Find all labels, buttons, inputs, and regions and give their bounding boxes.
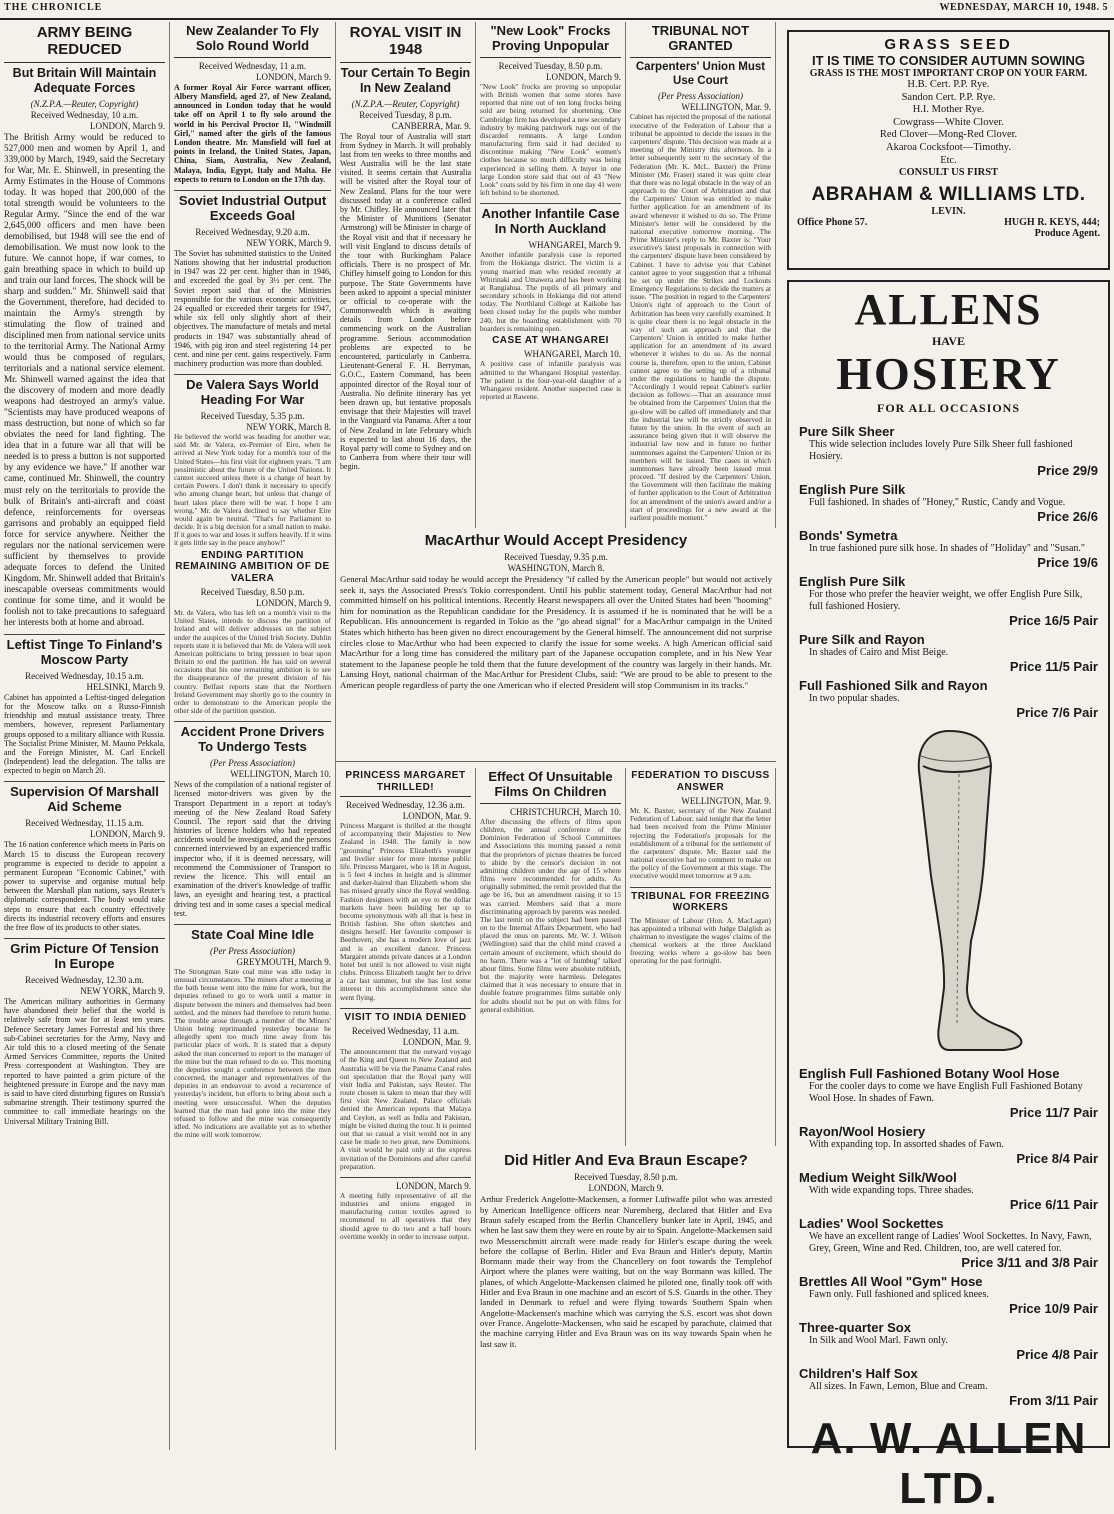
received-line: Received Tuesday, 5.35 p.m.	[200, 411, 305, 422]
page-number: 5	[1102, 2, 1108, 13]
product-description: In shades of Cairo and Mist Beige.	[809, 647, 949, 658]
headline: MacArthur Would Accept Presidency	[424, 532, 688, 549]
ad-have: HAVE	[931, 334, 966, 348]
received-line: Received Wednesday, 11 a.m.	[198, 60, 307, 71]
product-name: Full Fashioned Silk and Rayon	[799, 678, 988, 693]
headline: New Zealander To Fly Solo Round World	[174, 24, 331, 58]
ad-firm-name: A. W. ALLEN LTD.	[810, 1414, 1087, 1513]
product-item	[799, 632, 1098, 674]
headline: Grim Picture Of Tension In Europe	[10, 941, 159, 972]
product-name: Medium Weight Silk/Wool	[799, 1170, 957, 1185]
headline: Did Hitler And Eva Braun Escape?	[504, 1152, 748, 1169]
received-line: Received Wednesday, 10.15 a.m.	[25, 670, 144, 681]
article-body: General MacArthur said today he would accept the Presidency "if called by the American people" but would not actively seek it, says the Associated Press's Tokio correspondent. Until his public statement today, General MacArthur had not committed himself on his political intentions. Recently Hearst newspapers all over the United States had been "booming" him for nomination as the Republican candidate for the Presidency. It is assumed if he is nominated that he will be a Republican. His announcement is regarded in Tokio as the "go ahead signal" for a MacArthur campaign in the United States which hitherto has been given no direct encouragement by the General himself. The announcement did not surprise circles close to MacArthur who had been expected to clarify the issue for some weeks. A high American official said MacArthur for a long time has considered the military part of the Japanese occupation complete, and in his New Year statement to the Japanese people he told them that the future development of the country was largely in their hands. Mr. Lansing Hoyt, national chairman of the MacArthur for President Clubs, said: "We are proud to be able to present to the American people regardless of party the one American who if elected President will stop Communism in its tracks."	[340, 574, 772, 690]
dateline: CHRISTCHURCH, March 10.	[509, 806, 621, 817]
article-body: Mr. K. Baxter, secretary of the New Zealand Federation of Labour, said tonight that the letter had been received from the Prime Minister rejecting the Federation's proposals for the establishment of a tribunal for the settlement of the carpenters' dispute. Mr. Baxter said the national executive had no comment to make on the policy of the Government at this stage. The executive would meet tomorrow at 9 a.m.	[630, 806, 771, 881]
product-price: Price 10/9 Pair	[1009, 1301, 1098, 1316]
headline: Another Infantile Case In North Auckland	[481, 206, 620, 237]
received-line: Received Tuesday, 8 p.m.	[359, 109, 452, 120]
article-body: The British Army would be reduced to 527,000 men and women by April 1, and 339,000 by March, 1949, said the Secretary for War, Mr. E. Shinwell, in presenting the Army Estimates in the House of Commons today. It was hoped that 200,000 of the total strength would be volunteers to the Regular Army. "Since the end of the war 2,645,000 officers and men have been demobilised, but 1948 will see the end of demobilisation. We must now look to the future. We cannot hope, if war comes, to gain breathing space in which to build up and train our land forces. The shock will be sharp and sudden." Mr. Shinwell said that the Government, therefore, had decided to maintain the Army's strength by stimulating the flow of trained and disciplined men from national service units to the territorial Army. The National Army would thus be composed of regulars, territorials and a national service element. Mr. Shinwell warned against the idea that the discovery of modern and more deadly weapons had destroyed an army's value. "Scientists may have produced weapons of mass destruction, but none of which so far obviates the need for land fighting. The idea that in a future war all that will be needed is to press a button is not supported by any evidence we have." If another war came, continued Mr. Shinwell, the country must rely on the territorials to provide the bulk of Britain's anti-aircraft and coast defence, reinforcements for overseas garrisons and probably an equipped field force for service anywhere. Neither the regulars nor the national servicemen were sufficient by themselves to provide adequate forces to defend the United Kingdom. Mr. Shinwell added that Britain's inescapable overseas commitments would continue for some time, and it would be foolish not to take precautions to safeguard her interests both at home and abroad.	[4, 131, 165, 627]
product-name: Pure Silk Sheer	[799, 424, 895, 439]
product-name: Three-quarter Sox	[799, 1320, 911, 1335]
dateline: WASHINGTON, March 8.	[507, 563, 605, 574]
headline: ROYAL VISIT IN 1948	[340, 24, 471, 63]
seed-line: H.B. Cert. P.P. Rye.	[907, 79, 990, 90]
ad-brand: ALLENS	[854, 285, 1043, 334]
article-body: Another infantile paralysis case is reported from the Hokianga district. The victim is a young married man who resided recently at Whirinaki and Umawera and has been working at Rangiahua. The pupils of all primary and secondary schools in Hokianga did not attend today. The Northland College at Kaikohe has been closed today for the pupils who number 240, but the boarding establishment with 70 boarders is remaining open.	[480, 250, 621, 333]
product-list-wool	[799, 1066, 1098, 1408]
ad-contact-row	[797, 217, 1100, 228]
product-item	[799, 1066, 1098, 1120]
dateline: LONDON, March 9.	[396, 1180, 471, 1191]
headline: Leftist Tinge To Finland's Moscow Party	[6, 636, 163, 667]
received-line: Received Tuesday, 9.35 p.m.	[504, 552, 608, 563]
product-price: Price 26/6	[1037, 509, 1098, 524]
dateline: WHANGAREI, March 9.	[528, 240, 621, 251]
paper-name: THE CHRONICLE	[4, 2, 103, 13]
seed-line: Etc.	[940, 154, 957, 166]
seed-line: H.I. Mother Rye.	[912, 104, 985, 116]
article-army	[4, 24, 165, 628]
article-marshall	[4, 785, 165, 932]
seed-line: Red Clover—Mong-Red Clover.	[879, 129, 1018, 141]
article-princess-margaret	[340, 770, 471, 1002]
column-3-upper	[336, 22, 476, 528]
dateline: NEW YORK, March 9.	[246, 237, 331, 248]
product-description: With expanding top. In assorted shades of Fawn.	[809, 1139, 1004, 1150]
office-phone: Office Phone 57.	[797, 216, 868, 228]
column-4-upper	[476, 22, 626, 528]
product-list	[799, 424, 1098, 720]
product-name: English Pure Silk	[799, 574, 906, 589]
article-body: After discussing the effects of films upon children, the annual conference of the Dominion Federation of School Committees and Associations this morning passed a remit that the proprietors of picture theatres be forced to abide by the censor's decision in not admitting children under the age of 15 where films were recommended for adults. As originally submitted, the remit provided that the age be 16, but an amendment raising it to 15 was carried. Members said that a more discriminating approach by parents was needed. The last remit on the subject had been passed on to the Internal Affairs Department, who had placed the onus on parents. Mr. W. J. Wilson (Wellington) said that the child mind craved a certain amount of excitement, which should do no harm. There was a "lot of humbug" talked about films. Some films were absolute rubbish, but the majority were harmless. Delegates claimed that it was necessary to ensure that in double feature programmes films suitable only for adults should not be put on with films for general exhibition.	[480, 816, 621, 1014]
product-name: English Pure Silk	[799, 482, 906, 497]
headline: TRIBUNAL NOT GRANTED	[630, 24, 771, 58]
ad-grass-seed	[787, 30, 1110, 270]
dateline: LONDON, March 9.	[256, 71, 331, 82]
product-name: Rayon/Wool Hosiery	[799, 1124, 926, 1139]
article-textiles	[340, 1181, 471, 1241]
column-1	[0, 22, 170, 1450]
article-nz-flyer	[174, 24, 331, 184]
product-item	[799, 1124, 1098, 1166]
credit: (N.Z.P.A.—Reuter, Copyright)	[30, 98, 139, 109]
dateline: LONDON, March 9.	[256, 598, 331, 609]
column-5-upper	[626, 22, 776, 528]
column-4-lower	[476, 768, 626, 1146]
article-body: A positive case of infantile paralysis was admitted to the Whangarei Hospital yesterday. The patient is the four-year-old daughter of a Whangarei resident. Another suspected case is reported at Rawene.	[480, 359, 621, 402]
product-description: With wide expanding tops. Three shades.	[809, 1185, 974, 1196]
article-body: He believed the world was heading for another war, said Mr. de Valera, ex-Premier of Eire, when he arrived at New York today for a month's tour of the United States—his first visit for eighteen years. "I am pessimistic about the future of the United Nations. It cannot succeed unless there is a change of heart by certain Powers. I don't think it necessary to specify who among change heart, but unless that change of heart takes place there will be war. I hope I am wrong." Mr. de Valera declined to say whether Eire would again be neutral. "That's for Parliament to decide. It is a big decision for a small nation to make. If it goes to war and loses it suffers heavily. If it wins it gets little say in the peace anyhow!"	[174, 432, 331, 548]
product-name: Children's Half Sox	[799, 1366, 918, 1381]
product-item	[799, 528, 1098, 570]
ad-firm-name: ABRAHAM & WILLIAMS LTD.	[811, 183, 1086, 205]
received-line: Received Tuesday, 8.50 p.m.	[574, 1172, 678, 1183]
article-macarthur	[336, 530, 776, 762]
headline: VISIT TO INDIA DENIED	[344, 1011, 467, 1023]
product-description: For those who prefer the heavier weight, we offer English Pure Silk, full fashioned Hosiery.	[809, 589, 1083, 612]
headline: ARMY BEING REDUCED	[4, 24, 165, 63]
received-line: Received Wednesday, 9.20 a.m.	[195, 226, 310, 237]
article-body: Arthur Frederick Angelotte-Mackensen, a former Luftwaffe pilot who was arrested by American Intelligence officers near Nuremberg, declared that Hitler and Eva Braun safely escaped from the Berlin Chancellery bunker late in April, 1945, and when he last saw them they were en route by air to Spain. Angelotte-Mackensen said two Messerschmitt aircraft were made ready for Hitler's escape during the week before the collapse of Berlin. Hitler and Eva Braun and Hitler's deputy, Martin Bormann made their way from the Chancellery on foot towards the Templehof Airport where the planes were waiting, but on the way Bormann was killed. The planes, of which Angelotte-Mackensen claimed he piloted one, finally took off with Hitler and Eva Braun in one machine and an escort of S.S. Guards in the other. They landed in Denmark to refuel and were flying towards Southern Spain when Angelotte-Mackensen's machine which was carrying the S.S. escort was shot down over France. Angelotte-Mackensen, who said he escaped by parachute, claimed that the machine carrying Hitler and Eva Braun was on its way towards Spain when he last saw it.	[480, 1194, 772, 1349]
product-description: In true fashioned pure silk hose. In shades of "Holiday" and "Susan."	[809, 543, 1085, 554]
article-body: The Soviet has submitted statistics to the United Nations showing that her industrial production in 1947 was 22 per cent. higher than in 1946, and exceeded the goal by 3½ per cent. The Soviet report said that of the Ministries responsible for the various economic activities, 24 equalled or exceeded their targets for 1947, while six fell only slightly short of their objectives. The manufacture of metals and metal products in 1947 was substantially ahead of 1946, with pig iron and steel registering 14 per cent. and nine per cent. gains respectively. Farm machinery production was more than doubled.	[174, 248, 331, 369]
product-name: Ladies' Wool Sockettes	[799, 1216, 944, 1231]
product-description: For the cooler days to come we have English Full Fashioned Botany Wool Hose. In shades of Fawn.	[809, 1081, 1083, 1104]
stocking-illustration	[799, 726, 1098, 1056]
article-new-look	[480, 24, 621, 197]
product-description: All sizes. In Fawn, Lemon, Blue and Cream.	[809, 1381, 988, 1392]
subheadline: Tour Certain To Begin In New Zealand	[340, 65, 471, 95]
article-federation	[630, 770, 771, 881]
ad-tagline: GRASS IS THE MOST IMPORTANT CROP ON YOUR FARM.	[809, 68, 1088, 79]
received-line: Received Wednesday, 11.15 a.m.	[25, 818, 144, 829]
article-body: The Minister of Labour (Hon. A. MacLagan) has appointed a tribunal with Judge Dalglish as chairman to investigate the wages' claims of the chemical workers at the three Auckland freezing works where a go-slow has been operating for the past fortnight.	[630, 915, 771, 966]
article-finland	[4, 638, 165, 776]
headline: FEDERATION TO DISCUSS ANSWER	[631, 770, 770, 793]
column-5-lower	[626, 768, 776, 1146]
article-coal	[174, 928, 331, 1140]
product-price: From 3/11 Pair	[1009, 1393, 1098, 1408]
article-body: The Strongman State coal mine was idle today in unusual circumstances. The miners after a meeting at the bath house went into the mine for work, but the deputies refused to go to work until a matter in dispute between the miners and themselves had been settled, and the miners had therefore to return home. The trouble arose through a member of the Miners' Union being reprimanded yesterday because he allegedly spent too much time away from his particular place of work. It is stated that a deputy asked the man concerned to report to the manager of the mine but the man refused to do so. This morning the deputies sought a conference between the men concerned, the manager and representatives of the deputies in an endeavour to avoid a recurrence of yesterday's incident, but efforts to bring about such a meeting were unsuccessful. When the deputies learned that the man had gone into the mine they refused to follow and the mine was consequently idled. No indications are available yet as to whether the mine will work tomorrow.	[174, 966, 331, 1140]
column-2	[170, 22, 336, 1450]
product-item	[799, 678, 1098, 720]
headline: Effect Of Unsuitable Films On Children	[480, 770, 621, 804]
dateline: CANBERRA, Mar. 9.	[391, 120, 471, 131]
subheadline: But Britain Will Maintain Adequate Forces	[12, 65, 157, 95]
article-freezing	[630, 891, 771, 966]
article-infantile	[480, 207, 621, 401]
credit: (Per Press Association)	[658, 91, 743, 102]
received-line: Received Wednesday, 12.30 a.m.	[25, 975, 144, 986]
dateline: NEW YORK, March 8.	[246, 422, 331, 433]
ad-hosiery	[787, 280, 1110, 1513]
headline: State Coal Mine Idle	[191, 926, 314, 942]
article-drivers	[174, 725, 331, 918]
headline: De Valera Says World Heading For War	[186, 377, 319, 408]
product-item	[799, 1274, 1098, 1316]
received-line: Received Wednesday, 11 a.m.	[351, 1026, 460, 1037]
article-royal-visit	[340, 24, 471, 471]
product-name: Bonds' Symetra	[799, 528, 898, 543]
dateline: WHANGAREI, March 10.	[524, 349, 621, 360]
article-body: A meeting fully representative of all the industries and unions engaged in manufacturing cotton textiles agreed to recommend to all operatives that they should agree to do two and a half hours overtime weekly in order to increase output.	[340, 1190, 471, 1241]
seed-line: Akaroa Cocksfoot—Timothy.	[886, 141, 1011, 153]
product-price: Price 8/4 Pair	[1016, 1151, 1098, 1166]
dateline: LONDON, Mar. 9.	[402, 811, 471, 821]
headline: TRIBUNAL FOR FREEZING WORKERS	[631, 890, 770, 914]
seed-line: Sandon Cert. P.P. Rye.	[901, 91, 996, 103]
product-item	[799, 1320, 1098, 1362]
product-price: Price 19/6	[1037, 555, 1098, 570]
product-price: Price 3/11 and 3/8 Pair	[961, 1255, 1098, 1270]
subhead: ENDING PARTITION REMAINING AMBITION OF DE VALERA	[175, 549, 330, 584]
ad-title: GRASS SEED	[884, 36, 1013, 53]
contact-dept: Produce Agent.	[1034, 227, 1100, 239]
product-price: Price 16/5 Pair	[1009, 613, 1098, 628]
dateline: LONDON, March 9.	[546, 71, 621, 82]
headline: Soviet Industrial Output Exceeds Goal	[178, 192, 327, 223]
masthead-date	[939, 2, 1108, 13]
article-hitler	[476, 1150, 776, 1450]
product-price: Price 6/11 Pair	[1009, 1197, 1098, 1212]
subheadline: Carpenters' Union Must Use Court	[635, 60, 766, 87]
ad-town: LEVIN.	[931, 205, 966, 217]
article-body: The Royal tour of Australia will start from Sydney in March. It will probably last from ten weeks to three months and West Australia will be the last state visited. It seems certain that Australia will be visited after the Royal tour of New Zealand. Plans for the tour were discussed today at a conference called by Mr. Chifley. He announced later that the Minister of Munitions (Senator Armstrong) will be Minister in charge of the Royal visit and that if necessary he will visit England to discuss details of the tour with Buckingham Palace officials. There is no prospect of Mr. Chifley himself going to London for this purpose. The State Governments have been asked to appoint a special minister or official to co-operate with the Commonwealth which is awaiting details from London before commencing work on the Australian programme. Serious accommodation problems are expected to be encountered, particularly in Canberra. Lieutenant-General F. H. Berryman, G.O.C., Eastern Command, has been appointed director of the Royal tour of Australia. No definite itinerary has yet been drawn up, but tentative proposals envisage that their Majesties will travel in the Vanguard via Panama. After a tour of New Zealand in late February which is expected to last about 16 days, the Royal party will come to Sydney and on to Canberra from where their tour will begin.	[340, 131, 471, 472]
subhead: CASE AT WHANGAREI	[492, 334, 609, 346]
dateline: LONDON, March 9.	[588, 1183, 664, 1194]
article-body: Princess Margaret is thrilled at the thought of accompanying their Majesties to New Zealand in 1948. The family is now "grooming" Princess Elizabeth's younger and livelier sister for more intense public life. Princess Margaret, who is 18 in August, is 5 feet 4 inches in height and is slimmer and darker-haired than Elizabeth whom she has missed greatly since the Royal wedding. Fashion designers with an eye to the dollar markets have been building her up to become synonymous with all that is best in British fashion. She often sketches and designs herself. Her favourite composer is Beethoven; she has a modern love of jazz and is an excellent dancer. Princess Margaret attends private dances at a London hotel but until is not allowed to visit night clubs. Princess Elizabeth taught her to drive a car last summer, but she has lost some interest in this accomplishment since she went flying.	[340, 821, 471, 1002]
contact-name: HUGH R. KEYS, 444;	[1004, 216, 1100, 228]
ad-title: HOSIERY	[836, 348, 1061, 399]
dateline: GREYMOUTH, March 9.	[236, 956, 331, 967]
article-tribunal	[630, 24, 771, 522]
product-description: In Silk and Wool Marl. Fawn only.	[809, 1335, 948, 1346]
article-body: The American military authorities in Germany have abandoned their belief that the world is relatively safe from war for at least ten years. Defence Secretary James Forrestal and his three sub-Cabinet secretaries for the Army, Navy and Air told this to a closed meeting of the Senate Armed Services Committee, reports the United Press correspondent at Washington. They are reported to have painted a grim picture of the heightened pressure in Europe and the navy man is said to have cited disturbing figures on Russia's submarine strength. Their testimony spurred the committee to call immediate hearings on the Universal Military Training Bill.	[4, 997, 165, 1126]
article-india	[340, 1012, 471, 1171]
product-price: Price 4/8 Pair	[1016, 1347, 1098, 1362]
dateline: LONDON, March 9.	[90, 829, 165, 840]
product-price: Price 29/9	[1037, 463, 1098, 478]
article-body: Mr. de Valera, who has left on a month's visit to the United States, intends to discuss the partition of Ireland and will deliver addresses on the subject under the auspices of the United Irish Society. Dublin reports state it is believed that Mr. de Valera will seek American politicians to bring pressure to bear upon Britain to end the partition. He has said on several occasions that his one remaining ambition is to see the disappearance of the present division of his country. Belfast reports state that the Northern Ireland Government may shortly go to the country in order to demonstrate to the American people the other side of the partition question.	[174, 608, 331, 716]
product-description: This wide selection includes lovely Pure Silk Sheer full fashioned Hosiery.	[809, 439, 1073, 462]
dateline: LONDON, Mar. 9.	[402, 1037, 471, 1048]
received-line: Received Wednesday, 10 a.m.	[30, 109, 139, 120]
article-films	[480, 770, 621, 1014]
dateline: NEW YORK, March 9.	[80, 986, 165, 997]
ad-dept-row	[797, 228, 1100, 239]
product-name: Pure Silk and Rayon	[799, 632, 925, 647]
dateline: WELLINGTON, Mar. 9.	[681, 102, 771, 113]
dateline: WELLINGTON, March 10.	[230, 769, 331, 780]
dateline: WELLINGTON, Mar. 9.	[681, 796, 771, 806]
product-description: Fawn only. Full fashioned and spliced knees.	[809, 1289, 989, 1300]
credit: (Per Press Association)	[210, 945, 295, 956]
product-description: Full fashioned. In shades of "Honey," Rustic, Candy and Vogue.	[809, 497, 1066, 508]
received-line: Received Tuesday, 8.50 p.m.	[200, 587, 305, 598]
headline: "New Look" Frocks Proving Unpopular	[480, 24, 621, 58]
product-price: Price 7/6 Pair	[1016, 705, 1098, 720]
received-line: Received Wednesday, 12.36 a.m.	[346, 800, 465, 810]
dateline: HELSINKI, March 9.	[86, 681, 165, 692]
product-item	[799, 424, 1098, 478]
ad-subtitle: IT IS TIME TO CONSIDER AUTUMN SOWING	[812, 53, 1085, 68]
product-price: Price 11/5 Pair	[1009, 659, 1098, 674]
article-body: The announcement that the outward voyage of the King and Queen to New Zealand and Australia will be via the Panama Canal rules out speculation that the Royal party will visit India and Pakistan, says Reuter. The route chosen is taken to mean that they will first visit New Zealand. Palace officials denied the American reports that Malaya and Ceylon, as well as India and Pakistan, might be visited during the tour. It is pointed out that so casual a visit would not in any case be made to two great, new Dominions. A visit would be paid only at the express invitation of the Dominions and after careful preparation.	[340, 1047, 471, 1171]
column-3-lower	[336, 768, 476, 1450]
ad-tagline: FOR ALL OCCASIONS	[876, 401, 1021, 415]
product-name: Brettles All Wool "Gym" Hose	[799, 1274, 983, 1289]
product-item	[799, 574, 1098, 628]
article-europe	[4, 942, 165, 1126]
article-body: News of the compilation of a national register of licensed motor-drivers was given by the Transport Department in a report at today's meeting of the New Zealand Road Safety Council. The report said that the driving histories of licence holders who had repeated accidents would be investigated, and the persons concerned interviewed by an experienced traffic inspector who, if it is deemed necessary, will recommend the Commissioner of Transport to review the licence. This will entail an examination of the driver's knowledge of traffic laws, an eyesight and hearing test, a practical driving test and in some cases a special medical test.	[174, 780, 331, 918]
headline: PRINCESS MARGARET THRILLED!	[340, 770, 471, 797]
credit: (Per Press Association)	[210, 758, 295, 769]
product-item	[799, 1216, 1098, 1270]
credit: (N.Z.P.A.—Reuter, Copyright)	[351, 98, 460, 109]
product-description: We have an excellent range of Ladies' Wool Sockettes. In Navy, Fawn, Grey, Green, Wine and Red. Children, too, are well catered for.	[809, 1231, 1092, 1254]
product-item	[799, 482, 1098, 524]
seed-line: Cowgrass—White Clover.	[893, 116, 1004, 128]
product-price: Price 11/7 Pair	[1009, 1105, 1098, 1120]
product-item	[799, 1366, 1098, 1408]
article-body: "New Look" frocks are proving so unpopular with British women that some stores have reported that nine out of ten long frocks being sold are being returned for shortening. One Cambridge firm has developed a new secondary industry by making patchwork rugs out of the discarded remnants. A large London manufacturing firm said it had decided to discontinue making "New Look" women's clothes because so much difficulty was being experienced in selling them. A buyer in one large London store said that out of 43 "New Look" coats sold by his firm in one day 41 were left behind to be shortened.	[480, 81, 621, 198]
stocking-leg-icon	[799, 726, 1099, 1056]
issue-date: WEDNESDAY, MARCH 10, 1948.	[939, 2, 1100, 13]
product-description: In two popular shades.	[809, 693, 900, 704]
article-body: The 16 nation conference which meets in Paris on March 15 to discuss the European recovery programme is expected to decide to appoint a permanent European "Economic Cabinet," with power to supervise and organise mutual help between the Marshall plan nations, says Reuter's diplomatic correspondent. The body would take steps to ensure that each country effectively directs its industrial recovery efforts and ensures the free flow of its products to other states.	[4, 840, 165, 933]
article-body: Cabinet has rejected the proposal of the national executive of the Federation of Labour that a tribunal be appointed to decide the issues in the carpenters' dispute. This decision was made at a meeting of the Ministry this afternoon. In a letter subsequently sent to the secretary of the Federation (Mr. K. McL. Baxter) the Prime Minister (Mr. Fraser) stated it was quite clear that there was no legal obstacle in the way of an approach to the Court of Arbitration and that the Carpenters' Union was entitled to make further application for an amendment of its award whenever it wished to do so. The Prime Minister's letter will be considered by the national executive tomorrow morning. The Prime Minister's reply to Mr. Baxter is: "Your executive's latest proposals in connection with the carpenters' dispute have been considered by Cabinet. I have to advise you that Cabinet cannot agree to your suggestion that a tribunal be set up under the Strikes and Lockouts Emergency Regulations to decide the matters at issue. "The position in regard to the Carpenters' Union's right of approach to the Court of Arbitration has been very carefully examined. It is quite clear there is no legal obstacle in the way of such an approach and that the Carpenters' Union is entitled to make further application for an amendment of its award whenever it wishes to do so. As the normal course is, therefore, open to the union, Cabinet cannot agree to the setting up of a tribunal under the regulations to handle the dispute. "Accordingly I would repeat Cabinet's earlier decision as follows:—That an assurance must be obtained from the Carpenters' Union that the go-slow will be called off immediately and that the industrial law will be strictly observed in future by the union. In the event of such an assurance being given that it will observe the industrial law now and in future no further summonses against the Carpenters' Union or its members will be issued. The cases in which summonses have already been issued must proceed. "If desired by the Carpenters' Union, the Government will then facilitate the making of further application to the Court of Arbitration for an amendment of the union's award and/or a start of proceedings for a new award at the earliest possible moment."	[630, 112, 771, 522]
product-item	[799, 1170, 1098, 1212]
article-body: A former Royal Air Force warrant officer, Albery Mansfield, aged 27, of New Zealand, announced in London today that he would take off on April 1 to fly solo around the world in his Percival Proctor II, "Windmill Girl," named after the girls of the famous London theatre. Mr. Mansfield will fuel at points in Ireland, the United States, Japan, China, Siam, Australia, New Zealand, Malaya, India, Egypt, Italy and Malta. He expects to return to London on the 17th day.	[174, 82, 331, 184]
headline: Accident Prone Drivers To Undergo Tests	[180, 724, 325, 755]
headline: Supervision Of Marshall Aid Scheme	[10, 784, 159, 815]
masthead	[0, 0, 1114, 20]
article-body: Cabinet has appointed a Leftist-tinged delegation for the Moscow talks on a Russo-Finnish friendship and mutual assistance treaty. Three members, however, represent Parliamentary groups opposed to a military alliance with Russia. The Socialist Prime Minister, M. Mauno Pekkala, and the Foreign Minister, M. Carl Enckell (Independent) lead the delegation. The talks are expected to begin on March 20.	[4, 692, 165, 776]
received-line: Received Tuesday, 8.50 p.m.	[498, 60, 603, 71]
article-soviet	[174, 194, 331, 368]
dateline: LONDON, March 9.	[90, 120, 165, 131]
consult-line: CONSULT US FIRST	[898, 167, 999, 179]
product-name: English Full Fashioned Botany Wool Hose	[799, 1066, 1060, 1081]
article-de-valera	[174, 378, 331, 715]
